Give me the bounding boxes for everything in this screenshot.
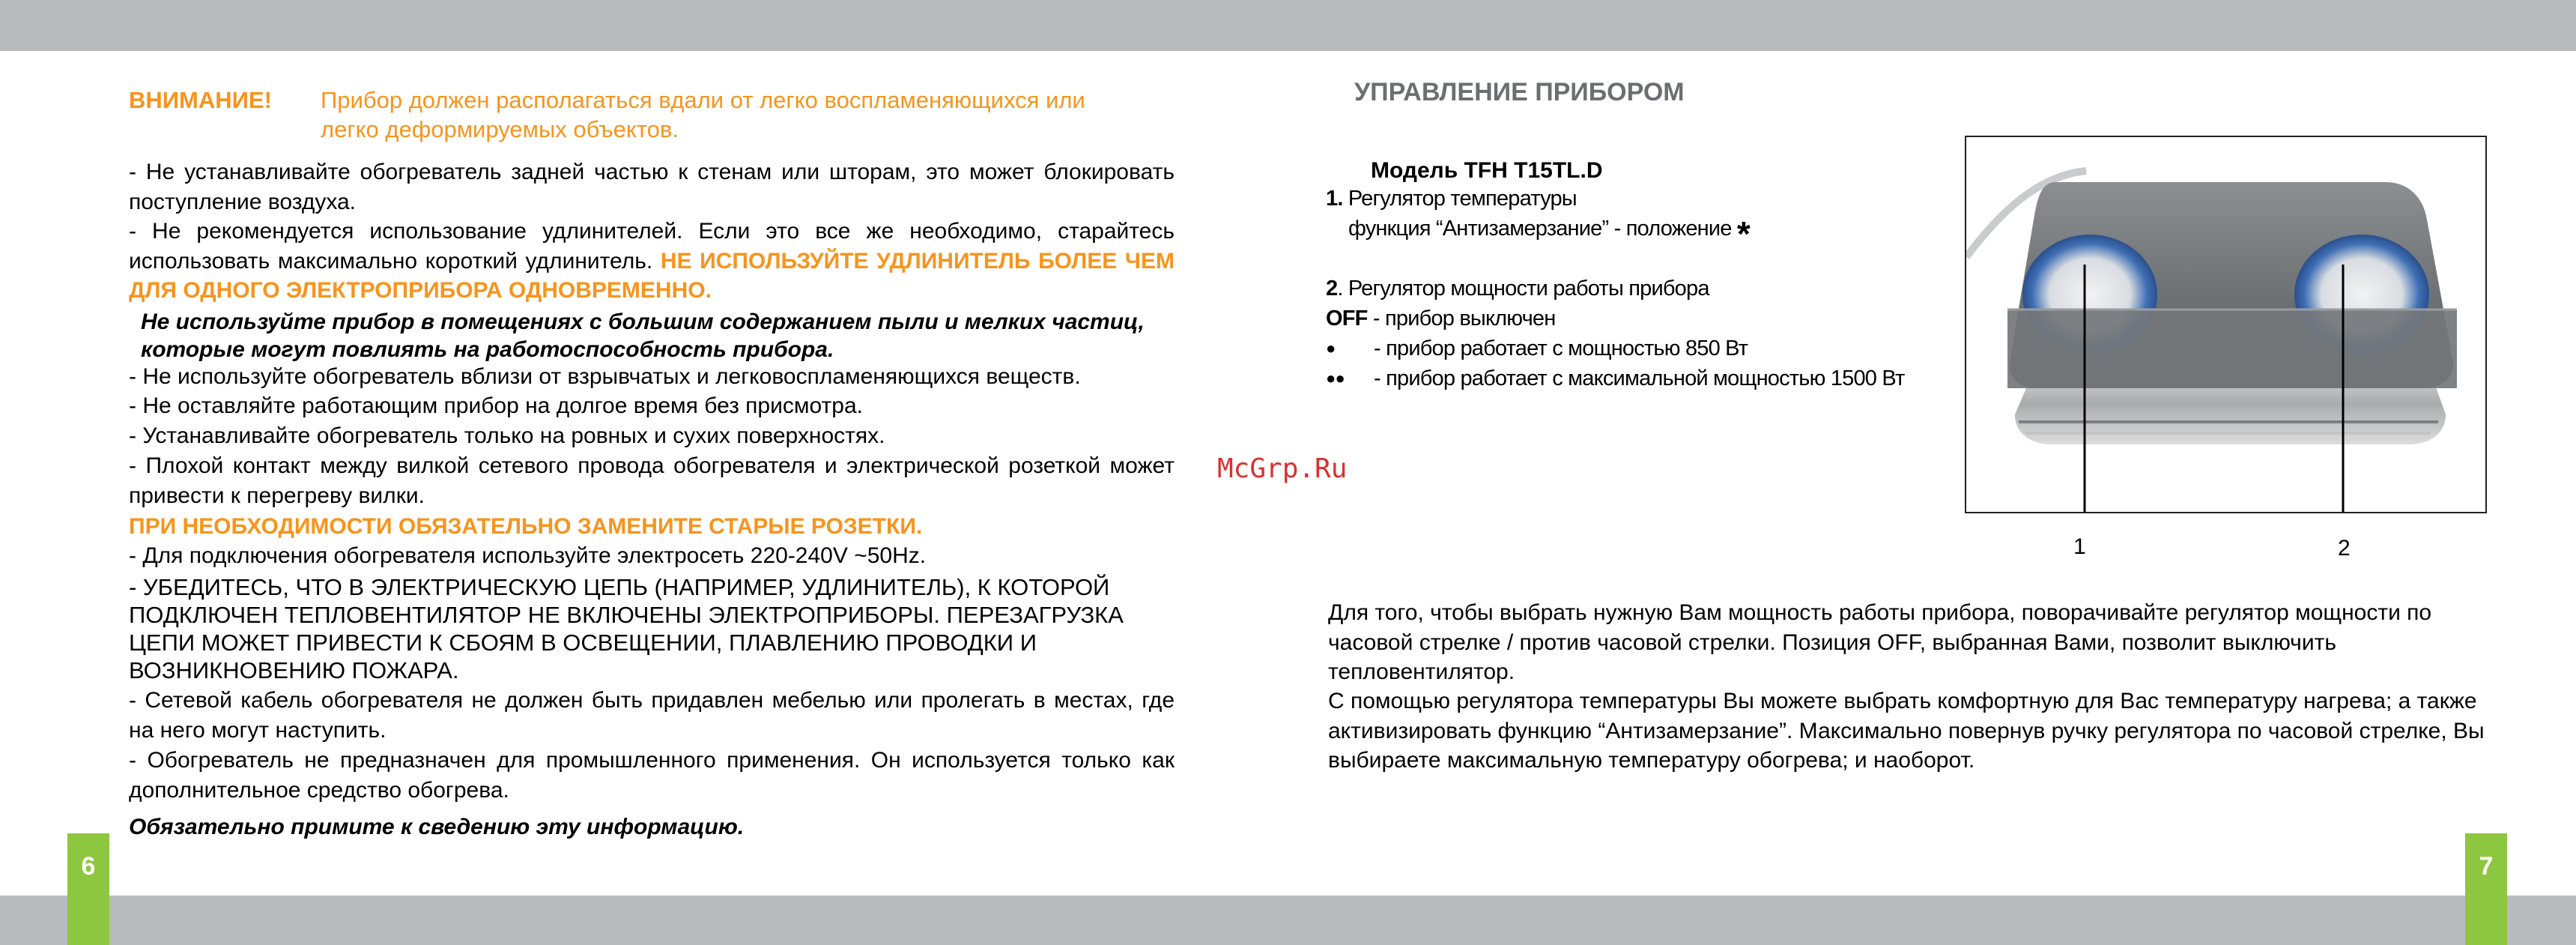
- heater-photo: [1965, 136, 2487, 513]
- item1-desc-row: [1326, 214, 1940, 253]
- warning-text: [321, 85, 1085, 144]
- paragraph-dust: [141, 308, 1219, 363]
- warning-text-line1: Прибор должен располагаться вдали от легко воспламеняющихся или: [321, 87, 1085, 113]
- paragraph-walls: - Не устанавливайте обогреватель задней частью к стенам или шторам, это может блокировать поступление воздуха.: [129, 160, 1175, 214]
- item1-number: 1.: [1326, 187, 1343, 211]
- paragraph-extension-text: - Не рекомендуется использование удлинителей. Если это все же необходимо, старайтесь использовать максимально короткий удлинитель.: [129, 219, 1175, 274]
- item2-number: 2: [1326, 277, 1338, 301]
- off-label: OFF: [1326, 307, 1368, 330]
- paragraph-replace-sockets: ПРИ НЕОБХОДИМОСТИ ОБЯЗАТЕЛЬНО ЗАМЕНИТЕ СТАРЫЕ РОЗЕТКИ.: [129, 514, 923, 539]
- paragraph-power-control: Для того, чтобы выбрать нужную Вам мощность работы прибора, поворачивайте регулятор мощности по часовой стрелке / против часовой стрелки. Позиция OFF, выбранная Вами, позволит выключить тепловентилятор.: [1328, 600, 2432, 684]
- paragraph-plug: - Плохой контакт между вилкой сетевого провода обогревателя и электрической розеткой может привести к перегреву вилки.: [129, 453, 1175, 508]
- paragraph-circuit-warning: - УБЕДИТЕСЬ, ЧТО В ЭЛЕКТРИЧЕСКУЮ ЦЕПЬ (НАПРИМЕР, УДЛИНИТЕЛЬ), К КОТОРОЙ ПОДКЛЮЧЕН ТЕПЛОВЕНТИЛЯТОР НЕ ВКЛЮЧЕНЫ ЭЛЕКТРОПРИБОРЫ. ПЕРЕЗАГРУЗКА ЦЕПИ МОЖЕТ ПРИВЕСТИ К СБОЯМ В ОСВЕЩЕНИИ, ПЛАВЛЕНИЮ ПРОВОДКИ И ВОЗНИКНОВЕНИЮ ПОЖАРА.: [129, 574, 1124, 683]
- watermark: McGrp.Ru: [1217, 453, 1348, 484]
- item1-desc: функция “Антизамерзание” - положение: [1348, 217, 1737, 241]
- page-heading: УПРАВЛЕНИЕ ПРИБОРОМ: [1354, 78, 1685, 106]
- item1-title-row: [1326, 184, 1940, 214]
- asterisk-icon: *: [1736, 214, 1750, 253]
- warning-text-line2: легко деформируемых объектов.: [321, 116, 679, 142]
- controls-legend: [1326, 184, 1940, 393]
- paragraph-dust-line1: Не используйте прибор в помещениях с большим содержанием пыли и мелких частиц,: [141, 310, 1145, 334]
- paragraph-extension-emphasis: НЕ ИСПОЛЬЗУЙТЕ УДЛИНИТЕЛЬ БОЛЕЕ ЧЕМ ДЛЯ ОДНОГО ЭЛЕКТРОПРИБОРА ОДНОВРЕМЕННО.: [129, 248, 1175, 303]
- callout-2: 2: [2338, 536, 2351, 561]
- warning-label: ВНИМАНИЕ!: [129, 87, 272, 113]
- model-name: Модель TFH T15TL.D: [1371, 158, 1603, 183]
- off-desc: - прибор выключен: [1367, 307, 1556, 330]
- dot1-desc: - прибор работает с мощностью 850 Вт: [1374, 336, 1748, 360]
- paragraph-industrial: - Обогреватель не предназначен для промышленного применения. Он используется только как дополнительное средство обогрева.: [129, 748, 1175, 803]
- dot-single-icon: ●: [1326, 339, 1336, 357]
- paragraph-extension: [129, 217, 1175, 306]
- paragraph-explosives: - Не используйте обогреватель вблизи от взрывчатых и легковоспламеняющихся веществ.: [129, 364, 1081, 389]
- dot-double-icon: ●●: [1326, 369, 1345, 387]
- paragraph-unattended: - Не оставляйте работающим прибор на долгое время без присмотра.: [129, 393, 863, 418]
- page-number-left: 6: [67, 833, 109, 945]
- page-number-right: 7: [2465, 833, 2507, 945]
- dot2-desc: - прибор работает с максимальной мощностью 1500 Вт: [1374, 366, 1905, 390]
- dot2-row: [1326, 363, 1940, 393]
- off-row: [1326, 304, 1940, 333]
- paragraph-dust-line2: которые могут повлиять на работоспособность прибора.: [141, 337, 834, 362]
- callout-1: 1: [2073, 534, 2086, 559]
- top-band: [0, 0, 2576, 51]
- warning-block: [129, 85, 1176, 144]
- item1-title: Регулятор температуры: [1342, 187, 1577, 211]
- item2-title: . Регулятор мощности работы прибора: [1337, 277, 1709, 301]
- paragraph-notice: Обязательно примите к сведению эту информацию.: [129, 815, 745, 839]
- paragraph-temperature-control: С помощью регулятора температуры Вы можете выбрать комфортную для Вас температуру нагрева; а также активизировать функцию “Антизамерзание”. Максимально повернув ручку регулятора по часовой стрелке, Вы выбираете максимальную температуру обогрева; и наоборот.: [1328, 689, 2485, 773]
- heater-illustration: [1966, 137, 2485, 512]
- item2-title-row: [1326, 274, 1940, 304]
- paragraph-surfaces: - Устанавливайте обогреватель только на ровных и сухих поверхностях.: [129, 423, 885, 448]
- dot1-row: [1326, 333, 1940, 363]
- paragraph-cable: - Сетевой кабель обогревателя не должен быть придавлен мебелью или пролегать в местах, где на него могут наступить.: [129, 688, 1175, 743]
- bottom-band: [0, 896, 2576, 945]
- paragraph-power-supply: - Для подключения обогревателя используйте электросеть 220-240V ~50Hz.: [129, 543, 927, 568]
